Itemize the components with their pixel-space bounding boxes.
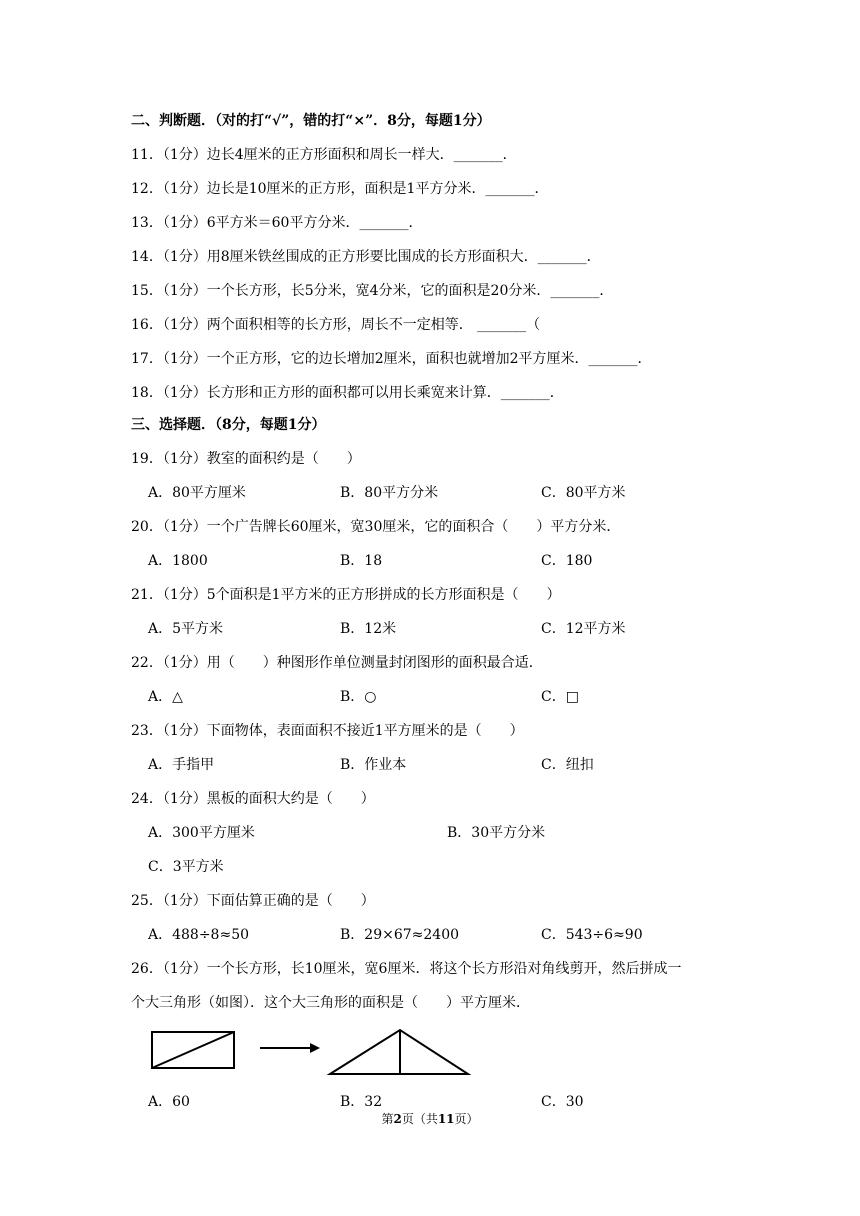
question-13: 13．（1分）6平方米＝60平方分米．_______． [131,215,423,231]
question-23-option-b: B．作业本 [340,757,407,773]
question-19-stem: 19．（1分）教室的面积约是（ ） [131,451,361,467]
rectangle-diagonal [152,1032,234,1068]
question-24-stem: 24．（1分）黑板的面积大约是（ ） [131,791,375,807]
question-20-option-a: A．1800 [148,553,208,569]
question-20-stem: 20．（1分）一个广告牌长60厘米，宽30厘米，它的面积合（ ）平方分米． [131,519,621,535]
section3-heading: 三、选择题．（8分，每题1分） [131,417,326,433]
question-19-option-b: B．80平方分米 [340,485,439,501]
question-11: 11．（1分）边长4厘米的正方形面积和周长一样大．_______． [131,147,517,163]
question-23-option-a: A．手指甲 [148,757,215,773]
question-25-stem: 25．（1分）下面估算正确的是（ ） [131,893,375,909]
question-21-stem: 21．（1分）5个面积是1平方米的正方形拼成的长方形面积是（ ） [131,587,561,603]
question-24-option-b: B．30平方分米 [447,825,546,841]
question-14: 14．（1分）用8厘米铁丝围成的正方形要比围成的长方形面积大．_______． [131,249,601,265]
question-16: 16．（1分）两个面积相等的长方形，周长不一定相等． _______（ [131,317,541,333]
question-12: 12．（1分）边长是10厘米的正方形，面积是1平方分米．_______． [131,181,549,197]
question-22-stem: 22．（1分）用（ ）种图形作单位测量封闭图形的面积最合适． [131,655,543,671]
question-24-option-c: C．3平方米 [148,859,224,875]
question-17: 17．（1分）一个正方形，它的边长增加2厘米，面积也就增加2平方厘米．_______． [131,351,652,367]
question-20-option-c: C．180 [541,553,593,569]
total-pages-number: 11 [437,1112,455,1126]
arrow-head [310,1043,320,1053]
question-25-option-b: B．29×67≈2400 [340,927,460,943]
question-19-option-c: C．80平方米 [541,485,626,501]
question-21-option-b: B．12米 [340,621,397,637]
question-25-option-a: A．488÷8≈50 [148,927,250,943]
current-page-number: 2 [393,1112,402,1126]
question-22-option-c: C．□ [541,689,579,705]
question-24-option-a: A．300平方厘米 [148,825,255,841]
question-19-option-a: A．80平方厘米 [148,485,246,501]
question-21-option-c: C．12平方米 [541,621,626,637]
question-26-option-b: B．32 [340,1094,383,1110]
question-22-option-a: A．△ [148,689,183,705]
question-22-option-b: B．○ [340,689,377,705]
rectangle-to-triangle-figure [148,1026,478,1078]
question-18: 18．（1分）长方形和正方形的面积都可以用长乘宽来计算．_______． [131,385,564,401]
question-26-stem-line2: 个大三角形（如图）．这个大三角形的面积是（ ）平方厘米． [131,995,530,1011]
question-23-stem: 23．（1分）下面物体，表面面积不接近1平方厘米的是（ ） [131,723,524,739]
section2-heading: 二、判断题．（对的打“√”，错的打“×”．8分，每题1分） [131,113,491,129]
question-26-stem-line1: 26．（1分）一个长方形，长10厘米，宽6厘米．将这个长方形沿对角线剪开，然后拼成一 [131,961,682,977]
question-26-option-a: A．60 [148,1094,190,1110]
question-20-option-b: B．18 [340,553,383,569]
page-footer: 第2页（共11页） [381,1112,479,1126]
question-25-option-c: C．543÷6≈90 [541,927,643,943]
question-26-option-c: C．30 [541,1094,584,1110]
question-23-option-c: C．纽扣 [541,757,594,773]
question-21-option-a: A．5平方米 [148,621,224,637]
question-15: 15．（1分）一个长方形，长5分米，宽4分米，它的面积是20分米．_______． [131,283,614,299]
